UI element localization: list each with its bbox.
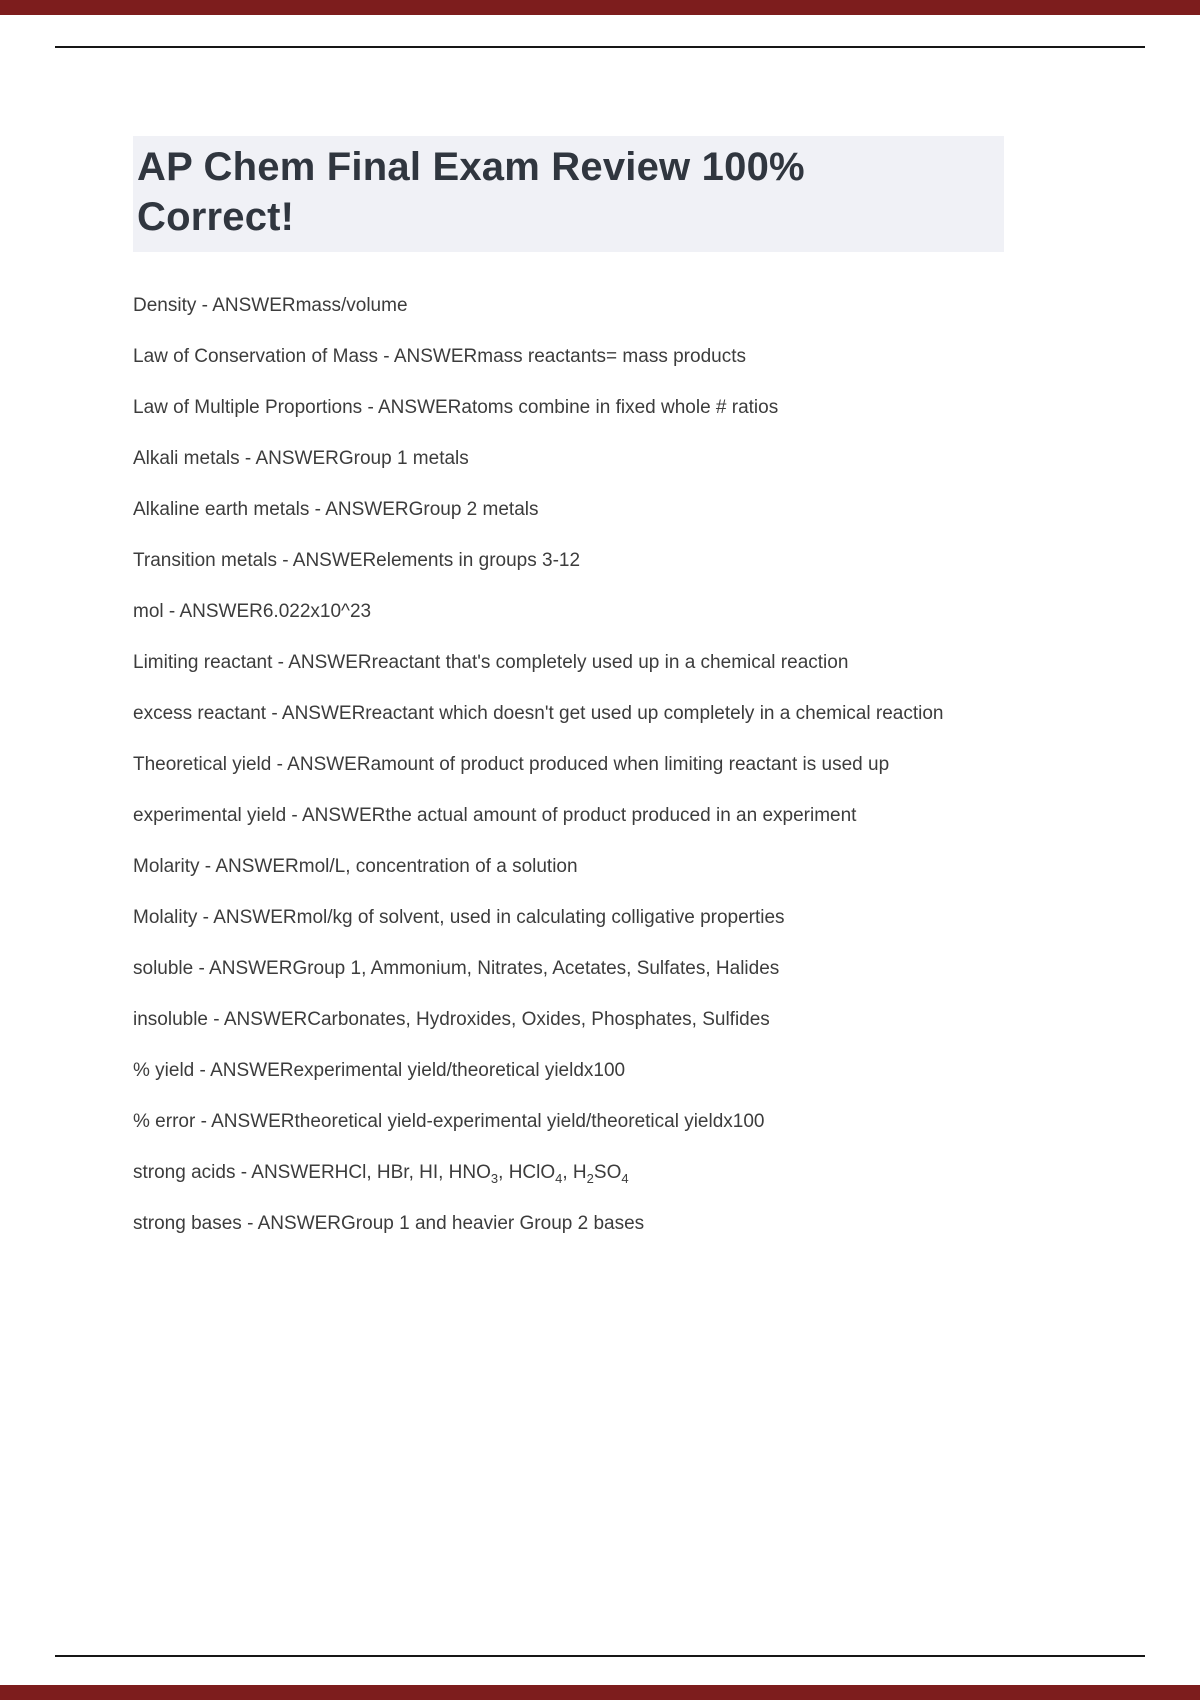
page-title-line1: AP Chem Final Exam Review 100% (137, 145, 805, 189)
text-fragment: strong acids - ANSWERHCl, HBr, HI, HNO (133, 1162, 491, 1183)
qa-paragraph-strong-bases: strong bases - ANSWERGroup 1 and heavier Group 2 bases (133, 1213, 645, 1234)
subscript: 3 (490, 1170, 499, 1186)
qa-paragraph-limiting-reactant: Limiting reactant - ANSWERreactant that's completely used up in a chemical reaction (133, 652, 849, 673)
subscript: 4 (555, 1170, 563, 1186)
qa-paragraph-mol: mol - ANSWER6.022x10^23 (133, 601, 372, 622)
subscript: 4 (621, 1170, 629, 1186)
qa-paragraph-insoluble: insoluble - ANSWERCarbonates, Hydroxides, Oxides, Phosphates, Sulfides (133, 1009, 770, 1030)
bottom-rule (55, 1655, 1145, 1657)
subscript: 2 (586, 1170, 594, 1186)
page-title-line2: Correct! (137, 195, 295, 239)
qa-paragraph-conservation-of-mass: Law of Conservation of Mass - ANSWERmass reactants= mass products (133, 346, 746, 367)
page-title (133, 136, 1004, 252)
qa-paragraph-percent-error: % error - ANSWERtheoretical yield-experimental yield/theoretical yieldx100 (133, 1111, 765, 1132)
qa-paragraph-alkali-metals: Alkali metals - ANSWERGroup 1 metals (133, 448, 469, 469)
bottom-border-bar (0, 1685, 1200, 1700)
qa-paragraph-transition-metals: Transition metals - ANSWERelements in groups 3-12 (133, 550, 581, 571)
qa-paragraph-percent-yield: % yield - ANSWERexperimental yield/theoretical yieldx100 (133, 1060, 626, 1081)
qa-paragraph-soluble: soluble - ANSWERGroup 1, Ammonium, Nitrates, Acetates, Sulfates, Halides (133, 958, 780, 979)
qa-paragraph-strong-acids (133, 1159, 1004, 1186)
qa-paragraph-alkaline-earth-metals: Alkaline earth metals - ANSWERGroup 2 metals (133, 499, 539, 520)
qa-paragraph-experimental-yield: experimental yield - ANSWERthe actual amount of product produced in an experiment (133, 805, 857, 826)
text-fragment: , H (562, 1162, 587, 1183)
qa-paragraph-excess-reactant: excess reactant - ANSWERreactant which doesn't get used up completely in a chemical reaction (133, 703, 944, 724)
qa-paragraph-density: Density - ANSWERmass/volume (133, 295, 408, 316)
text-fragment: , HClO (498, 1162, 556, 1183)
qa-paragraph-molarity: Molarity - ANSWERmol/L, concentration of a solution (133, 856, 578, 877)
text-fragment: SO (593, 1162, 622, 1183)
qa-paragraph-multiple-proportions: Law of Multiple Proportions - ANSWERatoms combine in fixed whole # ratios (133, 397, 779, 418)
qa-paragraph-theoretical-yield: Theoretical yield - ANSWERamount of product produced when limiting reactant is used up (133, 754, 890, 775)
qa-paragraph-molality: Molality - ANSWERmol/kg of solvent, used in calculating colligative properties (133, 907, 785, 928)
